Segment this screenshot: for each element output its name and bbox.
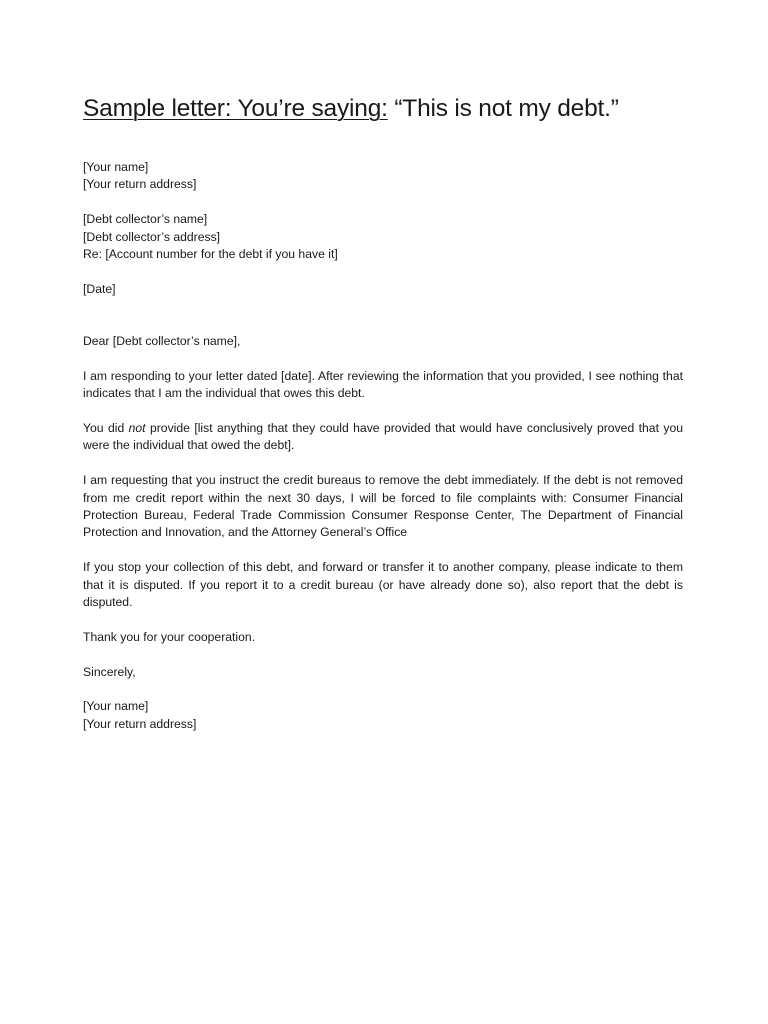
paragraph-1: I am responding to your letter dated [date]. After reviewing the information that you provided, I see nothing that indicates that I am the individual that owes this debt.	[83, 368, 683, 401]
paragraph-5: Thank you for your cooperation.	[83, 629, 256, 644]
signature-address: [Your return address]	[83, 716, 197, 731]
recipient-block	[83, 211, 683, 263]
paragraph-2	[83, 420, 683, 455]
recipient-address: [Debt collector’s address]	[83, 229, 221, 244]
reference-line: Re: [Account number for the debt if you have it]	[83, 247, 338, 262]
recipient-name: [Debt collector’s name]	[83, 212, 208, 227]
signature-name: [Your name]	[83, 699, 149, 714]
sender-address: [Your return address]	[83, 177, 197, 192]
signature-block	[83, 698, 683, 733]
paragraph-2-start: You did	[83, 421, 129, 436]
closing: Sincerely,	[83, 664, 136, 679]
sender-block	[83, 159, 683, 194]
title-underlined-part: Sample letter: You’re saying:	[83, 95, 388, 122]
date-block	[83, 281, 683, 298]
paragraph-4: If you stop your collection of this debt, and forward or transfer it to another company, please indicate to them that it is disputed. If you report it to a credit bureau (or have already done so), also report that the debt is disputed.	[83, 560, 683, 610]
letter-page	[83, 92, 683, 733]
sender-name: [Your name]	[83, 160, 149, 174]
salutation: Dear [Debt collector’s name],	[83, 334, 241, 349]
letter-title	[83, 92, 683, 126]
paragraph-2-end: provide [list anything that they could have provided that would have conclusively proved that you were the individual that owed the debt].	[83, 421, 683, 453]
paragraph-2-emphasis: not	[128, 421, 146, 436]
paragraph-3: I am requesting that you instruct the credit bureaus to remove the debt immediately. If the debt is not removed from me credit report within the next 30 days, I will be forced to file complaints with: Consumer Financial Protection Bureau, Federal Trade Commission Consumer Response Center, The Department of Financial Protection and Innovation, and the Attorney General’s Office	[83, 473, 683, 540]
letter-date: [Date]	[83, 281, 116, 296]
title-quote-part: “This is not my debt.”	[387, 95, 619, 122]
